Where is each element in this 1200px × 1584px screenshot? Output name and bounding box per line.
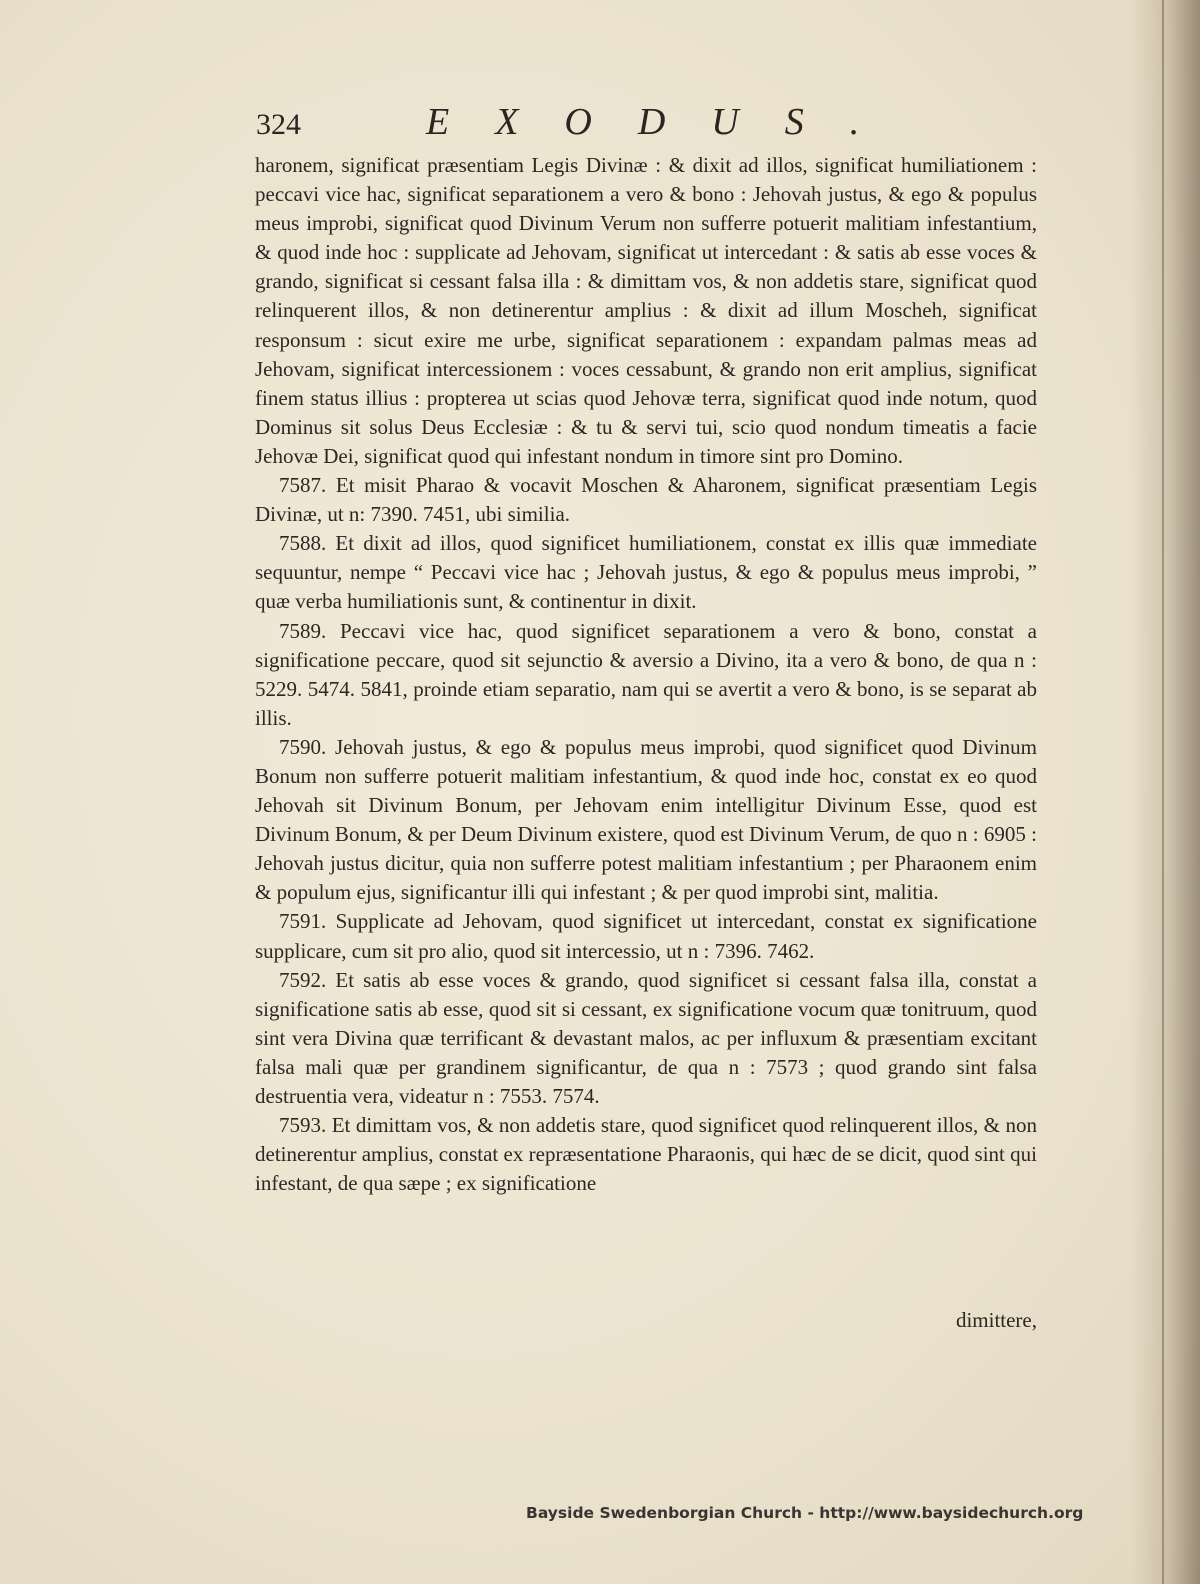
paragraph-number: 7592.: [279, 967, 327, 992]
paragraph-number: 7588.: [279, 531, 327, 556]
catchword: dimittere,: [955, 1308, 1037, 1332]
paragraph-7591: [255, 907, 1037, 965]
spine-shadow: [1130, 0, 1200, 1584]
body-text: [255, 151, 1037, 1198]
paragraph-number: 7589.: [279, 618, 327, 643]
paragraph-7587: [255, 471, 1037, 529]
page-header: [256, 100, 1056, 150]
paragraph-text: Et dimittam vos, & non addetis stare, quod significet quod relinquerent illos, & non detinerentur amplius, constat ex repræsentatione Pharaonis, qui hæc de se dicit, quod sint qui infestant, de qua sæpe ; ex significatione: [255, 1113, 1037, 1196]
watermark-text: Bayside Swedenborgian Church - http://www.baysidechurch.org: [526, 1504, 1084, 1522]
paragraph-text: Et dixit ad illos, quod significet humiliationem, constat ex illis quæ immediate sequuntur, nempe “ Peccavi vice hac ; Jehovah justus, & ego & populus meus improbi, ” quæ verba humiliationis sunt, & continentur in dixit.: [255, 531, 1037, 614]
paragraph-text: haronem, significat præsentiam Legis Divinæ : & dixit ad illos, significat humiliationem : peccavi vice hac, significat separationem a vero & bono : Jehovah justus, & ego & populus meus improbi, significat quod Divinum Verum non sufferre potuerit malitiam infestantium, & quod inde hoc : supplicate ad Jehovam, significat ut intercedant : & satis ab esse voces & grando, significat si cessant falsa illa : & dimittam vos, & non addetis stare, significat quod relinquerent illos, & non detinerentur amplius : & dixit ad illum Moscheh, significat responsum : sicut exire me urbe, significat separationem : expandam palmas meas ad Jehovam, significat intercessionem : voces cessabunt, & grando non erit amplius, significat finem status illius : propterea ut scias quod Jehovæ terra, significat quod inde notum, quod Dominus sit solus Deus Ecclesiæ : & tu & servi tui, scio quod nondum timeatis a facie Jehovæ Dei, significat quod qui infestant nondum in timore sint pro Domino.: [255, 153, 1037, 468]
paragraph-text: Et satis ab esse voces & grando, quod significet si cessant falsa illa, constat a significatione satis ab esse, quod sit si cessant, ex significatione vocum quæ tonitruum, quod sint vera Divina quæ terrificant & devastant malos, ac per influxum & præsentiam excitant falsa mali quæ per grandinem significantur, de qua n : 7573 ; quod grando sint falsa destruentia vera, videatur n : 7553. 7574.: [255, 967, 1037, 1108]
paragraph-intro: [255, 151, 1037, 471]
paragraph-number: 7587.: [279, 473, 327, 498]
paragraph-number: 7593.: [279, 1113, 327, 1138]
paragraph-text: Supplicate ad Jehovam, quod significet ut intercedant, constat ex significatione supplicare, cum sit pro alio, quod sit intercessio, ut n : 7396. 7462.: [255, 909, 1037, 963]
paragraph-7590: [255, 733, 1037, 908]
paragraph-7592: [255, 966, 1037, 1111]
page-edge: [1162, 0, 1164, 1584]
paragraph-7588: [255, 529, 1037, 616]
paragraph-text: Et misit Pharao & vocavit Moschen & Aharonem, significat præsentiam Legis Divinæ, ut n: 7390. 7451, ubi similia.: [255, 473, 1037, 527]
paragraph-number: 7590.: [279, 734, 327, 759]
paragraph-number: 7591.: [279, 909, 327, 934]
paragraph-7593: [255, 1111, 1037, 1198]
paragraph-7589: [255, 617, 1037, 733]
paragraph-text: Peccavi vice hac, quod significet separationem a vero & bono, constat a significatione peccare, quod sit sejunctio & aversio a Divino, ita a vero & bono, de qua n : 5229. 5474. 5841, proinde etiam separatio, nam qui se avertit a vero & bono, is se separat ab illis.: [255, 618, 1037, 730]
running-title: EXODUS.: [426, 101, 906, 143]
paragraph-text: Jehovah justus, & ego & populus meus improbi, quod significet quod Divinum Bonum non sufferre potuerit malitiam infestantium, & quod inde hoc, constat ex eo quod Jehovah sit Divinum Bonum, per Jehovam enim intelligitur Divinum Esse, quod est Divinum Bonum, & per Deum Divinum existere, quod est Divinum Verum, de quo n : 6905 : Jehovah justus dicitur, quia non sufferre potest malitiam infestantium ; per Pharaonem enim & populum ejus, significantur illi qui infestant ; & per quod improbi sint, malitia.: [255, 734, 1037, 905]
page-number: 324: [256, 108, 301, 141]
